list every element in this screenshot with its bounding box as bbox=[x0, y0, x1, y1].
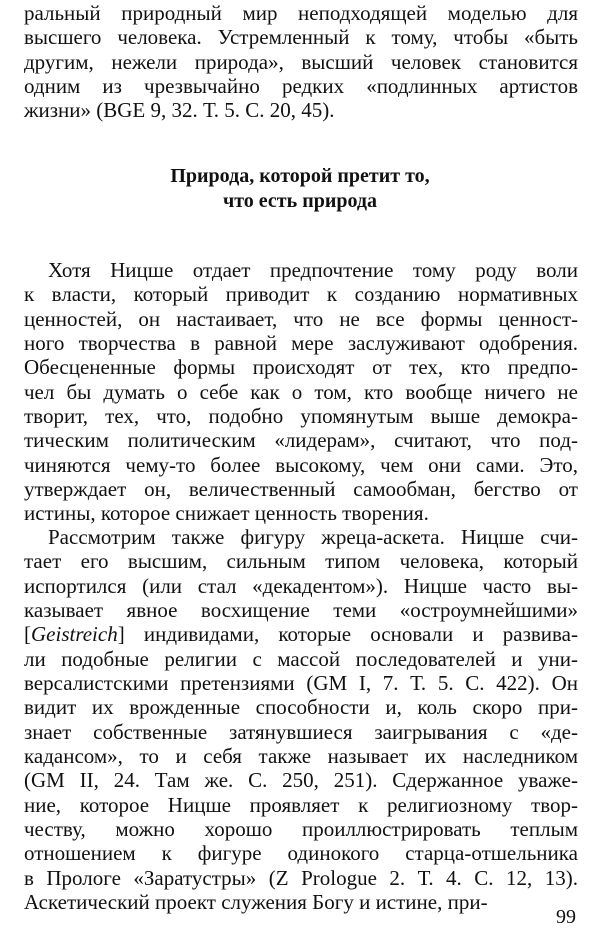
text-line-content: чел бы думать о себе как о том, кто вообще ничего не bbox=[24, 379, 578, 404]
text-line bbox=[24, 841, 578, 865]
text-line-content: истины, которое снижает ценность творения. bbox=[24, 501, 429, 526]
text-line bbox=[24, 817, 578, 841]
text-line-content: утверждает он, величественный самообман, бегство от bbox=[24, 477, 578, 502]
text-line bbox=[24, 50, 578, 74]
text-line bbox=[24, 671, 578, 695]
text-line-content: знает собственные затянувшиеся заигрывания с «де- bbox=[24, 719, 578, 744]
text-line bbox=[24, 453, 578, 477]
text-line bbox=[24, 98, 578, 122]
text-line bbox=[24, 622, 578, 646]
text-line-content: высшего человека. Устремленный к тому, чтобы «быть bbox=[24, 25, 578, 50]
text-line-content: в Прологе «Заратустры» (Z Prologue 2. Т. 4. С. 12, 13). bbox=[24, 865, 578, 890]
text-line bbox=[24, 647, 578, 671]
text-line-content: жизни» (BGE 9, 32. Т. 5. С. 20, 45). bbox=[24, 98, 335, 123]
text-line-content: ного творчества в равной мере заслуживают одобрения. bbox=[24, 331, 578, 356]
text-line-content: кадансом», то и себя также называет их наследником bbox=[24, 744, 578, 769]
text-line bbox=[24, 890, 578, 914]
text-line bbox=[24, 598, 578, 622]
paragraph-2 bbox=[24, 525, 578, 915]
text-line bbox=[24, 428, 578, 452]
text-line-content: ральный природный мир неподходящей моделью для bbox=[24, 1, 578, 25]
text-line bbox=[24, 1, 578, 25]
text-line-content: испортился (или стал «декадентом»). Ницше часто вы- bbox=[24, 573, 578, 598]
text-line bbox=[24, 866, 578, 890]
text-line-content: Рассмотрим также фигуру жреца-аскета. Ницше счи- bbox=[48, 525, 578, 549]
text-line-content: творит, тех, что, подобно упомянутым выше демокра- bbox=[24, 404, 578, 429]
text-line bbox=[24, 74, 578, 98]
text-line-content: тает его высшим, сильным типом человека, который bbox=[24, 549, 578, 574]
page-number: 99 bbox=[556, 906, 576, 928]
text-line-content: ние, которое Ницше проявляет к религиозному твор- bbox=[24, 792, 578, 817]
text-line-content: ли подобные религии с массой последователей и уни- bbox=[24, 646, 578, 671]
text-line bbox=[24, 404, 578, 428]
heading-line-2: что есть природа bbox=[222, 190, 378, 212]
text-line-content: отношением к фигуре одинокого старца-отшельника bbox=[24, 841, 578, 866]
paragraph-continued bbox=[24, 1, 578, 123]
text-line bbox=[24, 501, 578, 525]
text-line-content: честву, можно хорошо проиллюстрировать теплым bbox=[24, 817, 578, 842]
text-line-content: [Geistreich] индивидами, которые основали и развива- bbox=[24, 622, 578, 647]
text-line bbox=[24, 307, 578, 331]
paragraph-1 bbox=[24, 258, 578, 526]
italic-term: Geistreich bbox=[31, 622, 118, 647]
text-line bbox=[24, 720, 578, 744]
text-line bbox=[24, 25, 578, 49]
text-line bbox=[24, 744, 578, 768]
text-line bbox=[24, 525, 578, 549]
text-line-content: другим, нежели природа», высший человек становится bbox=[24, 49, 578, 74]
text-line bbox=[24, 355, 578, 379]
heading-line-1: Природа, которой претит то, bbox=[170, 165, 430, 187]
text-line-content: версалистскими претензиями (GM I, 7. Т. 5. С. 422). Он bbox=[24, 671, 578, 696]
text-line-content: ценностей, он настаивает, что не все формы ценност- bbox=[24, 306, 578, 331]
text-line-content: (GM II, 24. Там же. С. 250, 251). Сдержанное уваже- bbox=[24, 768, 578, 793]
text-line-content: к власти, который приводит к созданию нормативных bbox=[24, 282, 578, 307]
text-line-content: видит их врожденные способности и, коль скоро при- bbox=[24, 695, 578, 720]
text-line bbox=[24, 477, 578, 501]
text-line bbox=[24, 695, 578, 719]
text-line bbox=[24, 331, 578, 355]
section-heading bbox=[0, 164, 600, 214]
text-line bbox=[24, 549, 578, 573]
text-line bbox=[24, 380, 578, 404]
text-line-content: казывает явное восхищение теми «остроумнейшими» bbox=[24, 598, 578, 623]
text-line bbox=[24, 768, 578, 792]
text-line bbox=[24, 574, 578, 598]
text-line-content: Обесцененные формы происходят от тех, кто предпо- bbox=[24, 355, 578, 380]
text-line-content: тическим политическим «лидерам», считают, что под- bbox=[24, 428, 578, 453]
text-line-content: чиняются чему-то более высокому, чем они сами. Это, bbox=[24, 452, 578, 477]
text-line-content: одним из чрезвычайно редких «подлинных артистов bbox=[24, 74, 578, 99]
text-line bbox=[24, 282, 578, 306]
text-line bbox=[24, 793, 578, 817]
text-line-content: Хотя Ницше отдает предпочтение тому роду воли bbox=[48, 258, 578, 282]
text-line-content: Аскетический проект служения Богу и истине, при- bbox=[24, 890, 488, 915]
text-line bbox=[24, 258, 578, 282]
